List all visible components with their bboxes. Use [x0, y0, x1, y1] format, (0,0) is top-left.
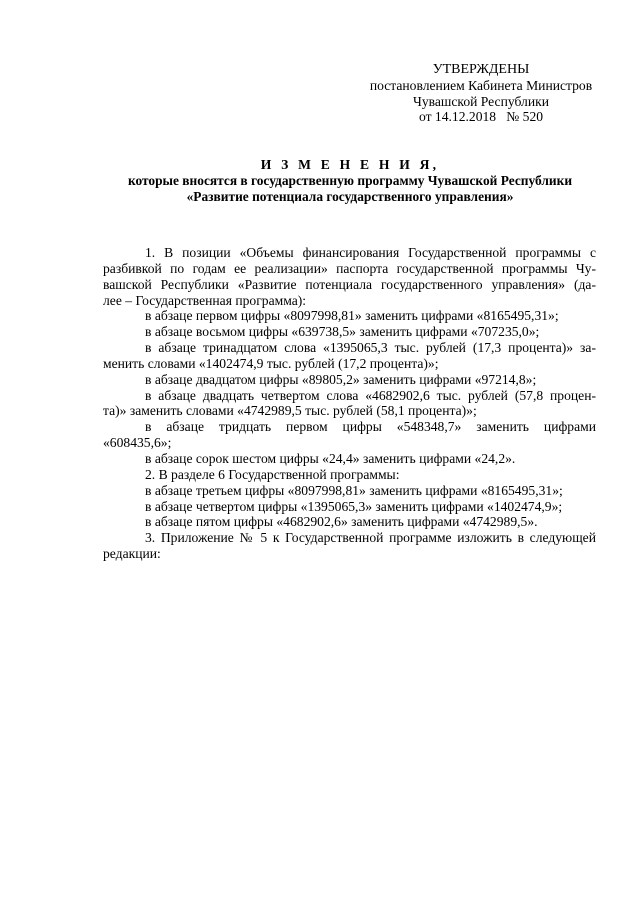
body-line: в абзаце восьмом цифры «639738,5» заменить цифрами «707235,0»;: [145, 324, 540, 340]
body-line: менить словами «1402474,9 тыс. рублей (17,2 процента)»;: [103, 355, 439, 371]
document-body: [103, 245, 596, 562]
body-line: 3. Приложение № 5 к Государственной программе изложить в следующей: [145, 530, 596, 546]
body-line: 1. В позиции «Объемы финансирования Государственной программы с: [145, 245, 596, 260]
heading-title: И З М Е Н Е Н И Я,: [260, 157, 440, 172]
body-line: редакции:: [103, 546, 161, 562]
body-line: лее – Государственная программа):: [103, 292, 307, 308]
body-line: вашской Республики «Развитие потенциала государственного управления» (да-: [103, 276, 596, 292]
approval-stamp: [356, 62, 606, 125]
document-heading: [96, 157, 604, 204]
body-line: в абзаце тринадцатом слова «1395065,3 тыс. рублей (17,3 процента)» за-: [145, 340, 596, 356]
heading-program-name: «Развитие потенциала государственного управления»: [186, 188, 514, 204]
body-line: в абзаце четвертом цифры «1395065,3» заменить цифрами «1402474,9»;: [145, 498, 563, 514]
body-line: в абзаце первом цифры «8097998,81» заменить цифрами «8165495,31»;: [145, 308, 559, 324]
body-line: в абзаце тридцать первом цифры «548348,7» заменить цифрами: [145, 419, 596, 435]
body-line: в абзаце двадцать четвертом слова «4682902,6 тыс. рублей (57,8 процен-: [145, 387, 596, 403]
body-line: в абзаце сорок шестом цифры «24,4» заменить цифрами «24,2».: [145, 450, 516, 466]
body-line: 2. В разделе 6 Государственной программы:: [145, 466, 400, 482]
body-line: в абзаце третьем цифры «8097998,81» заменить цифрами «8165495,31»;: [145, 482, 563, 498]
body-line: в абзаце двадцатом цифры «89805,2» заменить цифрами «97214,8»;: [145, 371, 537, 387]
body-line: «608435,6»;: [103, 435, 172, 451]
body-line: та)» заменить словами «4742989,5 тыс. рублей (58,1 процента)»;: [103, 403, 477, 419]
body-line: в абзаце пятом цифры «4682902,6» заменить цифрами «4742989,5».: [145, 514, 538, 530]
approval-title: УТВЕРЖДЕНЫ: [432, 62, 530, 77]
body-line: разбивкой по годам ее реализации» паспорта государственной программы Чу-: [103, 260, 596, 276]
approval-date-number: от 14.12.2018 № 520: [418, 109, 544, 125]
heading-subtitle: которые вносятся в государственную программу Чувашской Республики: [127, 172, 573, 188]
approval-issuer: постановлением Кабинета Министров: [369, 77, 593, 93]
approval-republic: Чувашской Республики: [413, 93, 549, 109]
